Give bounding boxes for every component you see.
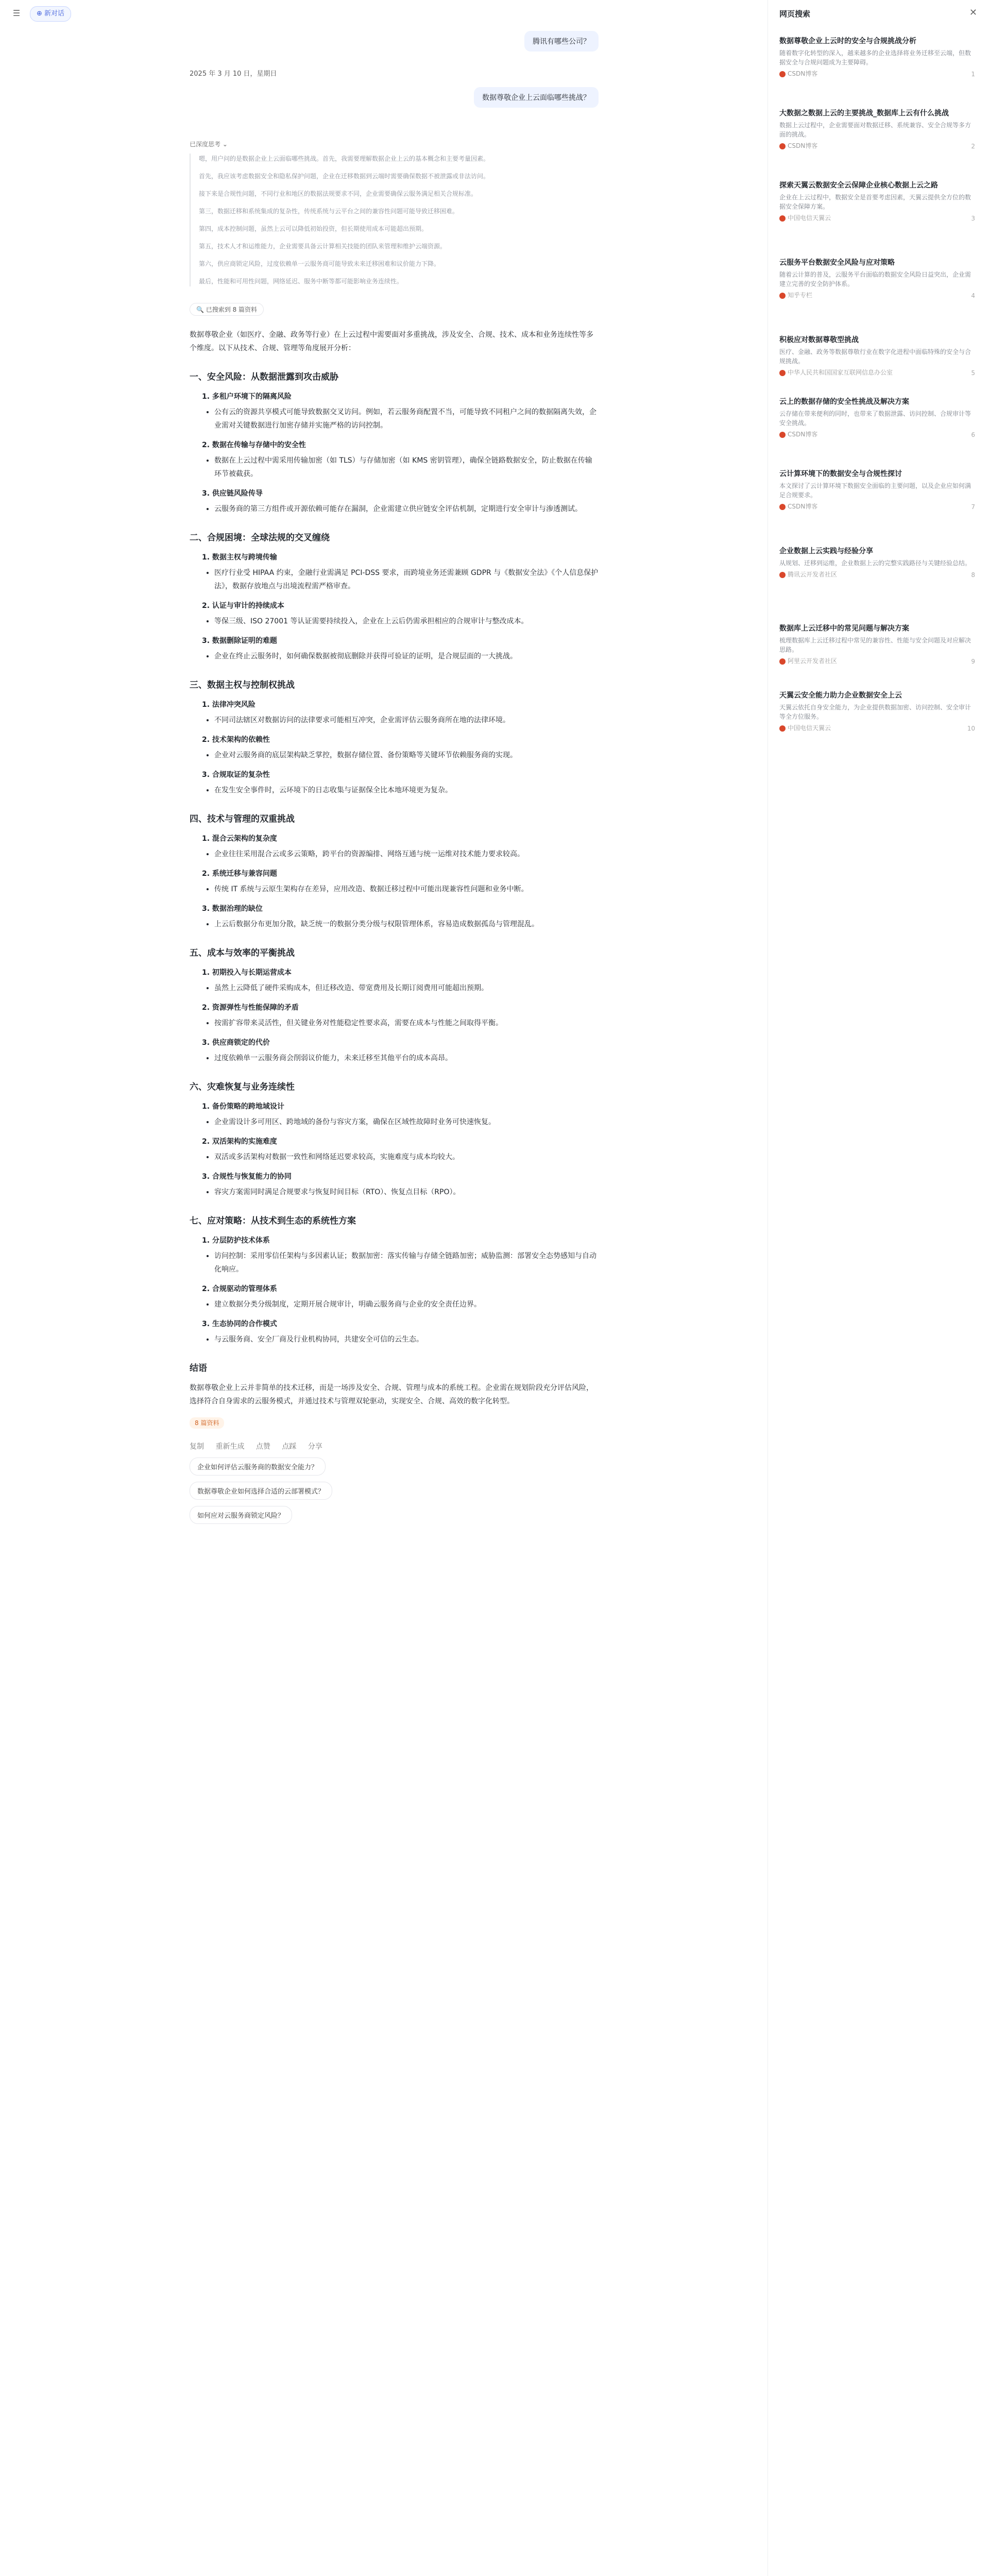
item-text: • 数据在上云过程中需采用传输加密（如 TLS）与存储加密（如 KMS 密钥管理），确保全链路数据安全，防止数据在传输环节被截获。	[214, 454, 599, 481]
result-number: 2	[971, 143, 975, 150]
result-number: 6	[971, 431, 975, 438]
thinking-block	[190, 154, 599, 286]
result-number: 7	[971, 503, 975, 511]
item-heading: 1. 备份策略的跨地域设计	[202, 1103, 284, 1111]
dislike-button[interactable]: 点踩	[282, 1443, 297, 1451]
search-result[interactable]	[779, 180, 975, 222]
result-title[interactable]: 云计算环境下的数据安全与合规性探讨	[779, 470, 902, 478]
item-text: • 企业往往采用混合云或多云策略，跨平台的资源编排、网络互通与统一运维对技术能力要求较高。	[214, 848, 599, 861]
item-text: • 虽然上云降低了硬件采购成本，但迁移改造、带宽费用及长期订阅费用可能超出预期。	[214, 981, 599, 995]
item-text: • 企业在终止云服务时，如何确保数据被彻底删除并获得可验证的证明，是合规层面的一大挑战。	[214, 650, 599, 663]
section-title: 七、应对策略：从技术到生态的系统性方案	[190, 1216, 356, 1226]
item-heading: 3. 合规取证的复杂性	[202, 771, 270, 779]
item-heading: 2. 数据在传输与存储中的安全性	[202, 441, 306, 449]
date-line: 2025 年 3 月 10 日，星期日	[190, 70, 277, 78]
item-heading: 1. 数据主权与跨境传输	[202, 553, 277, 562]
search-result[interactable]	[779, 258, 975, 299]
item-heading: 1. 法律冲突风险	[202, 701, 255, 709]
source-logo-icon	[779, 725, 786, 732]
item-text: • 医疗行业受 HIPAA 约束，金融行业需满足 PCI-DSS 要求，而跨境业务还需兼顾 GDPR 与《数据安全法》《个人信息保护法》，数据存放地点与出境流程需严格审查。	[214, 566, 599, 593]
source-logo-icon	[779, 572, 786, 578]
source-logo-icon	[779, 71, 786, 77]
section-title: 四、技术与管理的双重挑战	[190, 814, 295, 824]
result-source: CSDN博客	[788, 431, 818, 438]
result-number: 3	[971, 215, 975, 222]
user-message-1: 腾讯有哪些公司？	[524, 31, 599, 52]
thinking-header[interactable]: 已深度思考 ⌄	[190, 141, 228, 148]
suggestion-chip[interactable]: 如何应对云服务商锁定风险？	[190, 1506, 292, 1524]
item-heading: 3. 数据删除证明的难题	[202, 637, 277, 645]
result-source: CSDN博客	[788, 503, 818, 510]
suggestion-chip[interactable]: 企业如何评估云服务商的数据安全能力？	[190, 1458, 326, 1476]
result-title[interactable]: 企业数据上云实践与经验分享	[779, 547, 873, 555]
item-text: • 建立数据分类分级制度，定期开展合规审计，明确云服务商与企业的安全责任边界。	[214, 1298, 599, 1311]
item-text: • 容灾方案需同时满足合规要求与恢复时间目标（RTO）、恢复点目标（RPO）。	[214, 1185, 599, 1199]
search-sources-label: 已搜索到 8 篇资料	[206, 306, 258, 313]
sidebar-toggle-icon[interactable]: ☰	[12, 8, 21, 18]
result-source: 知乎专栏	[788, 292, 813, 299]
section-title: 一、安全风险：从数据泄露到攻击威胁	[190, 372, 338, 382]
result-source: CSDN博客	[788, 142, 818, 149]
result-title[interactable]: 大数据之数据上云的主要挑战_数据库上云有什么挑战	[779, 109, 949, 117]
sources-pill[interactable]: 8 篇资料	[190, 1417, 224, 1429]
item-heading: 1. 混合云架构的复杂度	[202, 835, 277, 843]
result-summary: 医疗、金融、政务等数据尊敬行业在数字化进程中面临特殊的安全与合规挑战。	[779, 348, 971, 365]
new-chat-button[interactable]: ⊕ 新对话	[30, 6, 71, 22]
source-logo-icon	[779, 215, 786, 222]
result-summary: 从规划、迁移到运维，企业数据上云的完整实践路径与关键经验总结。	[779, 560, 971, 567]
assistant-answer	[190, 328, 599, 1430]
search-result[interactable]	[779, 469, 975, 511]
search-result[interactable]	[779, 108, 975, 150]
item-text: • 企业需设计多可用区、跨地域的备份与容灾方案，确保在区域性故障时业务可快速恢复。	[214, 1115, 599, 1129]
item-heading: 2. 双活架构的实施难度	[202, 1138, 277, 1146]
source-logo-icon	[779, 504, 786, 510]
search-result[interactable]	[779, 36, 975, 78]
item-heading: 2. 技术架构的依赖性	[202, 736, 270, 744]
section-title: 五、成本与效率的平衡挑战	[190, 948, 295, 958]
thinking-paragraph: 第六，供应商锁定风险，过度依赖单一云服务商可能导致未来迁移困难和议价能力下降。	[199, 260, 440, 267]
suggestion-chip[interactable]: 数据尊敬企业如何选择合适的云部署模式？	[190, 1482, 332, 1500]
result-source: 中国电信天翼云	[788, 214, 831, 222]
thinking-paragraph: 嗯，用户问的是数据企业上云面临哪些挑战。首先，我需要理解数据企业上云的基本概念和主要考量因素。	[199, 155, 490, 162]
share-button[interactable]: 分享	[308, 1443, 322, 1451]
result-summary: 数据上云过程中，企业需要面对数据迁移、系统兼容、安全合规等多方面的挑战。	[779, 122, 971, 138]
item-heading: 1. 多租户环境下的隔离风险	[202, 393, 292, 401]
item-heading: 2. 资源弹性与性能保障的矛盾	[202, 1004, 299, 1012]
panel-title: 网页搜索	[779, 9, 811, 19]
result-title[interactable]: 天翼云安全能力助力企业数据安全上云	[779, 691, 902, 700]
top-bar	[0, 0, 768, 27]
item-heading: 1. 初期投入与长期运营成本	[202, 969, 292, 977]
item-text: • 与云服务商、安全厂商及行业机构协同，共建安全可信的云生态。	[214, 1333, 599, 1346]
conclusion-text: 数据尊敬企业上云并非简单的技术迁移，而是一场涉及安全、合规、管理与成本的系统工程。企业需在规划阶段充分评估风险，选择符合自身需求的云服务模式，并通过技术与管理双轮驱动，实现安全、合规、高效的数字化转型。	[190, 1384, 593, 1405]
close-icon[interactable]: ✕	[969, 7, 977, 18]
item-text: • 按需扩容带来灵活性，但关键业务对性能稳定性要求高，需要在成本与性能之间取得平衡。	[214, 1016, 599, 1030]
item-text: • 上云后数据分布更加分散，缺乏统一的数据分类分级与权限管理体系，容易造成数据孤岛与管理混乱。	[214, 918, 599, 931]
search-result[interactable]	[779, 335, 975, 377]
result-source: 中国电信天翼云	[788, 724, 831, 732]
result-summary: 随着数字化转型的深入，越来越多的企业选择将业务迁移至云端，但数据安全与合规问题成为主要障碍。	[779, 49, 971, 66]
section-title: 二、合规困境：全球法规的交叉缠绕	[190, 533, 330, 543]
item-text: • 等保三级、ISO 27001 等认证需要持续投入，企业在上云后仍需承担相应的合规审计与整改成本。	[214, 615, 599, 628]
regenerate-button[interactable]: 重新生成	[215, 1443, 245, 1451]
result-title[interactable]: 积极应对数据尊敬型挑战	[779, 336, 859, 344]
item-heading: 1. 分层防护技术体系	[202, 1236, 270, 1245]
item-text: • 不同司法辖区对数据访问的法律要求可能相互冲突，企业需评估云服务商所在地的法律环境。	[214, 714, 599, 727]
conclusion-title: 结语	[190, 1363, 207, 1374]
section-title: 三、数据主权与控制权挑战	[190, 680, 295, 690]
thinking-paragraph: 第四，成本控制问题，虽然上云可以降低初始投资，但长期使用成本可能超出预期。	[199, 225, 428, 232]
item-text: • 访问控制：采用零信任架构与多因素认证；数据加密：落实传输与存储全链路加密；威胁监测：部署安全态势感知与自动化响应。	[214, 1249, 599, 1276]
thinking-header-label: 已深度思考	[190, 141, 221, 148]
result-number: 9	[971, 658, 975, 665]
thinking-paragraph: 首先，我应该考虑数据安全和隐私保护问题，企业在迁移数据到云端时需要确保数据不被泄露或非法访问。	[199, 173, 490, 180]
item-heading: 2. 合规驱动的管理体系	[202, 1285, 277, 1293]
item-heading: 3. 供应商锁定的代价	[202, 1039, 270, 1047]
result-summary: 本文探讨了云计算环境下数据安全面临的主要问题，以及企业应如何满足合规要求。	[779, 482, 971, 499]
result-number: 5	[971, 369, 975, 377]
result-title[interactable]: 云上的数据存储的安全性挑战及解决方案	[779, 398, 909, 406]
search-result[interactable]	[779, 397, 975, 438]
thinking-paragraph: 接下来是合规性问题，不同行业和地区的数据法规要求不同，企业需要确保云服务满足相关合规标准。	[199, 190, 478, 197]
result-source: 中华人民共和国国家互联网信息办公室	[788, 369, 893, 376]
item-text: • 传统 IT 系统与云原生架构存在差异，应用改造、数据迁移过程中可能出现兼容性问题和业务中断。	[214, 883, 599, 896]
result-source: 腾讯云开发者社区	[788, 571, 838, 578]
result-number: 8	[971, 571, 975, 579]
item-heading: 3. 合规性与恢复能力的协同	[202, 1173, 292, 1181]
search-sources-pill[interactable]: 🔍 已搜索到 8 篇资料	[190, 303, 264, 316]
result-number: 10	[967, 725, 975, 732]
search-result[interactable]	[779, 690, 975, 732]
section-title: 六、灾难恢复与业务连续性	[190, 1082, 295, 1092]
result-number: 1	[971, 71, 975, 78]
result-source: 阿里云开发者社区	[788, 657, 838, 665]
item-text: • 在发生安全事件时，云环境下的日志收集与证据保全比本地环境更为复杂。	[214, 784, 599, 797]
new-chat-label: 新对话	[44, 10, 65, 18]
result-title[interactable]: 数据尊敬企业上云时的安全与合规挑战分析	[779, 37, 916, 45]
result-title[interactable]: 云服务平台数据安全风险与应对策略	[779, 259, 895, 267]
item-heading: 3. 供应链风险传导	[202, 489, 263, 498]
result-title[interactable]: 探索天翼云数据安全云保障企业核心数据上云之路	[779, 181, 938, 190]
source-logo-icon	[779, 658, 786, 665]
search-result[interactable]	[779, 623, 975, 665]
source-logo-icon	[779, 370, 786, 376]
result-summary: 企业在上云过程中，数据安全是首要考虑因素，天翼云提供全方位的数据安全保障方案。	[779, 194, 971, 210]
result-summary: 云存储在带来便利的同时，也带来了数据泄露、访问控制、合规审计等安全挑战。	[779, 410, 971, 427]
item-heading: 2. 系统迁移与兼容问题	[202, 870, 277, 878]
thinking-paragraph: 第五，技术人才和运维能力，企业需要具备云计算相关技能的团队来管理和维护云端资源。	[199, 243, 447, 250]
source-logo-icon	[779, 143, 786, 149]
result-source: CSDN博客	[788, 70, 818, 77]
item-text: • 云服务商的第三方组件或开源依赖可能存在漏洞，企业需建立供应链安全评估机制，定期进行安全审计与渗透测试。	[214, 502, 599, 516]
thinking-paragraph: 第三，数据迁移和系统集成的复杂性，传统系统与云平台之间的兼容性问题可能导致迁移困难。	[199, 208, 459, 215]
message-actions	[190, 1441, 599, 1451]
item-heading: 2. 认证与审计的持续成本	[202, 602, 284, 610]
search-result[interactable]	[779, 546, 975, 579]
source-logo-icon	[779, 432, 786, 438]
result-summary: 随着云计算的普及，云服务平台面临的数据安全风险日益突出，企业需建立完善的安全防护体系。	[779, 271, 971, 287]
item-heading: 3. 数据治理的缺位	[202, 905, 263, 913]
thinking-paragraph: 最后，性能和可用性问题，网络延迟、服务中断等都可能影响业务连续性。	[199, 278, 403, 285]
like-button[interactable]: 点赞	[255, 1443, 270, 1451]
result-number: 4	[971, 292, 975, 299]
web-search-panel	[768, 0, 989, 2576]
result-summary: 天翼云依托自身安全能力，为企业提供数据加密、访问控制、安全审计等全方位服务。	[779, 704, 971, 720]
chat-column	[190, 31, 599, 1524]
answer-intro: 数据尊敬企业（如医疗、金融、政务等行业）在上云过程中需要面对多重挑战，涉及安全、合规、技术、成本和业务连续性等多个维度。以下从技术、合规、管理等角度展开分析：	[190, 331, 593, 352]
item-text: • 双活或多活架构对数据一致性和网络延迟要求较高，实施难度与成本均较大。	[214, 1150, 599, 1164]
item-text: • 企业对云服务商的底层架构缺乏掌控，数据存储位置、备份策略等关键环节依赖服务商的实现。	[214, 749, 599, 762]
item-text: • 公有云的资源共享模式可能导致数据交叉访问。例如，若云服务商配置不当，可能导致不同租户之间的数据隔离失效，企业需对关键数据进行加密存储并实施严格的访问控制。	[214, 405, 599, 432]
source-logo-icon	[779, 293, 786, 299]
copy-button[interactable]: 复制	[190, 1443, 204, 1451]
result-summary: 梳理数据库上云迁移过程中常见的兼容性、性能与安全问题及对应解决思路。	[779, 637, 971, 653]
item-heading: 3. 生态协同的合作模式	[202, 1320, 277, 1328]
item-text: • 过度依赖单一云服务商会削弱议价能力，未来迁移至其他平台的成本高昂。	[214, 1052, 599, 1065]
result-title[interactable]: 数据库上云迁移中的常见问题与解决方案	[779, 624, 909, 633]
user-message-2: 数据尊敬企业上云面临哪些挑战？	[474, 87, 599, 108]
